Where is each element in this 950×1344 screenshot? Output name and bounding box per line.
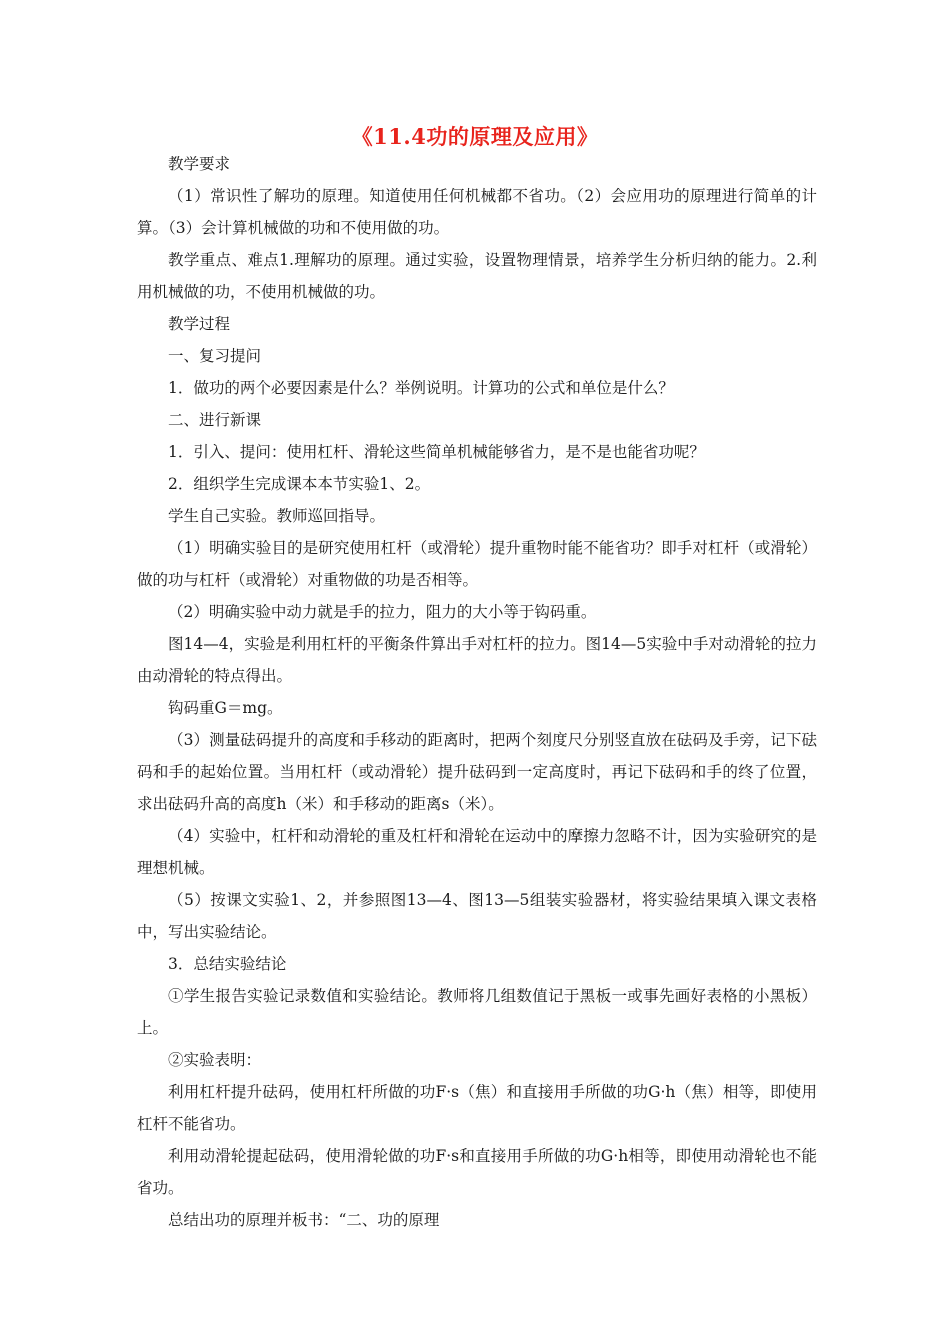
paragraph: 学生自己实验。教师巡回指导。 — [168, 507, 386, 525]
paragraph: （2）明确实验中动力就是手的拉力，阻力的大小等于钩码重。 — [168, 603, 597, 621]
paragraph: （3）测量砝码提升的高度和手移动的距离时，把两个刻度尺分别竖直放在砝码及手旁，记下砝码和手的起始位置。当用杠杆（或动滑轮）提升砝码到一定高度时，再记下砝码和手的终了位置，求出砝码升高的高度h（米）和手移动的距离s（米）。 — [137, 731, 817, 813]
document-title: 《11.4功的原理及应用》 — [351, 124, 599, 149]
section-heading-conclusion: 3．总结实验结论 — [168, 955, 287, 973]
paragraph: 利用杠杆提升砝码，使用杠杆所做的功F·s（焦）和直接用手所做的功G·h（焦）相等，即使用杠杆不能省功。 — [137, 1083, 817, 1133]
paragraph: ②实验表明： — [168, 1051, 262, 1069]
document-body — [137, 148, 817, 1236]
paragraph: 2．组织学生完成课本本节实验1、2。 — [168, 475, 431, 493]
paragraph: 图14—4，实验是利用杠杆的平衡条件算出手对杠杆的拉力。图14—5实验中手对动滑轮的拉力由动滑轮的特点得出。 — [137, 635, 817, 685]
paragraph: （5）按课文实验1、2，并参照图13—4、图13—5组装实验器材，将实验结果填入课文表格中，写出实验结论。 — [137, 891, 817, 941]
section-heading-review: 一、复习提问 — [168, 347, 262, 365]
paragraph: 1．引入、提问：使用杠杆、滑轮这些简单机械能够省力，是不是也能省功呢？ — [168, 443, 705, 461]
paragraph: 利用动滑轮提起砝码，使用滑轮做的功F·s和直接用手所做的功G·h相等，即使用动滑轮也不能省功。 — [137, 1147, 817, 1197]
paragraph: 钩码重G＝mg。 — [168, 699, 283, 717]
paragraph: 总结出功的原理并板书：“二、功的原理 — [168, 1211, 440, 1229]
section-heading-teaching-requirements: 教学要求 — [168, 155, 231, 173]
paragraph: （4）实验中，杠杆和动滑轮的重及杠杆和滑轮在运动中的摩擦力忽略不计，因为实验研究的是理想机械。 — [137, 827, 817, 877]
paragraph: （1）明确实验目的是研究使用杠杆（或滑轮）提升重物时能不能省功？即手对杠杆（或滑轮）做的功与杠杆（或滑轮）对重物做的功是否相等。 — [137, 539, 817, 589]
section-heading-new-lesson: 二、进行新课 — [168, 411, 262, 429]
paragraph: ①学生报告实验记录数值和实验结论。教师将几组数值记于黑板一或事先画好表格的小黑板）上。 — [137, 987, 817, 1037]
section-heading-teaching-process: 教学过程 — [168, 315, 231, 333]
paragraph: （1）常识性了解功的原理。知道使用任何机械都不省功。（2）会应用功的原理进行简单的计算。（3）会计算机械做的功和不使用做的功。 — [137, 187, 817, 237]
paragraph: 1．做功的两个必要因素是什么？举例说明。计算功的公式和单位是什么？ — [168, 379, 674, 397]
paragraph: 教学重点、难点1.理解功的原理。通过实验，设置物理情景，培养学生分析归纳的能力。2.利用机械做的功，不使用机械做的功。 — [137, 251, 817, 301]
